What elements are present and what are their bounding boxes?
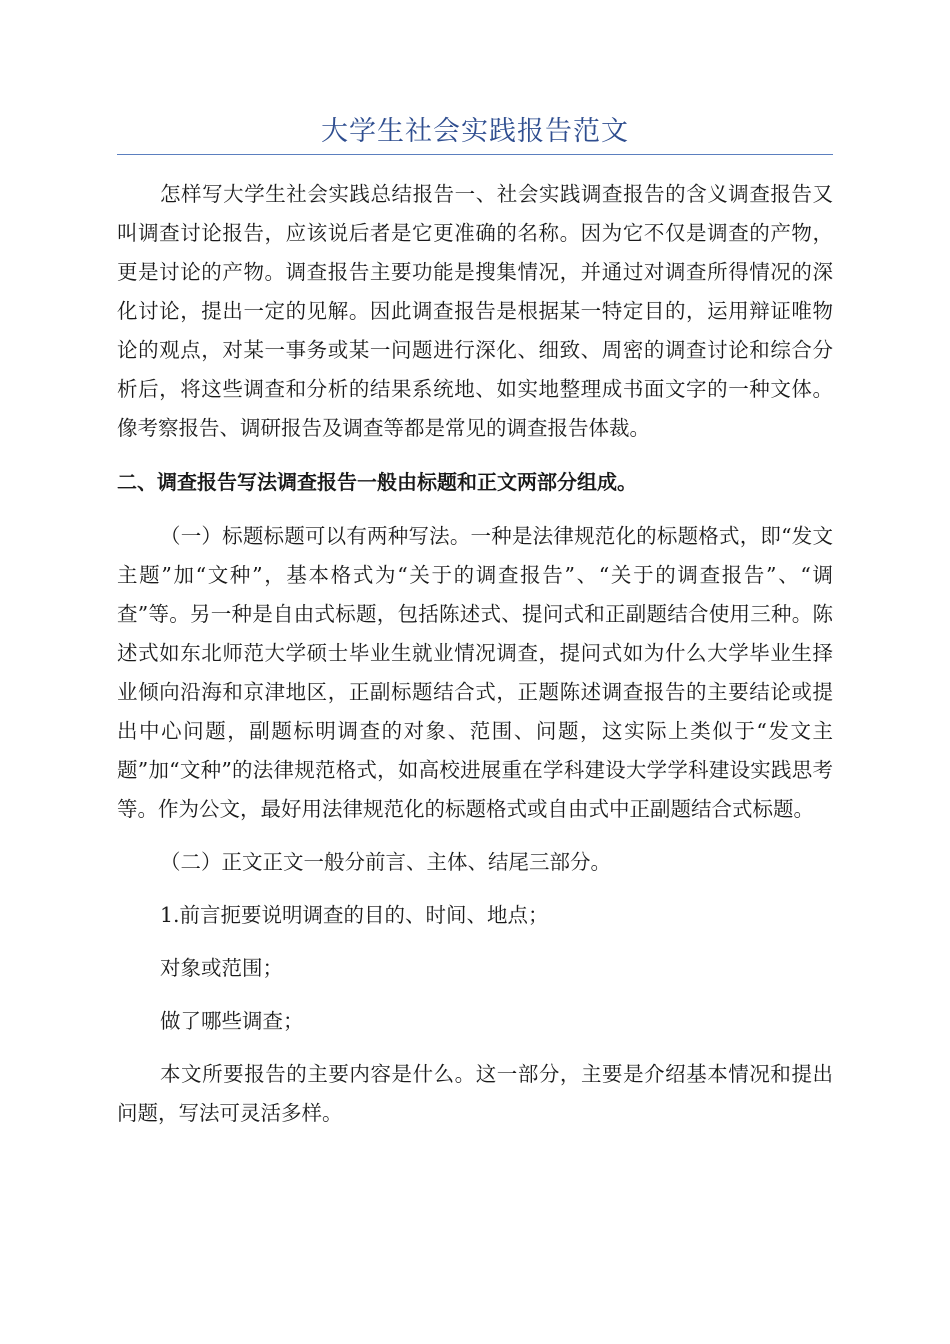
document-body [117,175,833,1133]
paragraph-investigations: 做了哪些调查； [160,1009,304,1033]
section-heading: 二、调查报告写法调查报告一般由标题和正文两部分组成。 [117,470,637,494]
paragraph-title-format: （一）标题标题可以有两种写法。一种是法律规范化的标题格式，即“发文主题”加“文种”，基本格式为“关于的调查报告”、“关于的调查报告”、“调查”等。另一种是自由式标题，包括陈述式、提问式和正副题结合使用三种。陈述式如东北师范大学硕士毕业生就业情况调查，提问式如为什么大学毕业生择业倾向沿海和京津地区，正副标题结合式，正题陈述调查报告的主要结论或提出中心问题，副题标明调查的对象、范围、问题，这实际上类似于“发文主题”加“文种”的法律规范格式，如高校进展重在学科建设大学学科建设实践思考等。作为公文，最好用法律规范化的标题格式或自由式中正副题结合式标题。 [117,524,833,821]
paragraph-intro: 怎样写大学生社会实践总结报告一、社会实践调查报告的含义调查报告又叫调查讨论报告，应该说后者是它更准确的名称。因为它不仅是调查的产物，更是讨论的产物。调查报告主要功能是搜集情况，并通过对调查所得情况的深化讨论，提出一定的见解。因此调查报告是根据某一特定目的，运用辩证唯物论的观点，对某一事务或某一问题进行深化、细致、周密的调查讨论和综合分析后，将这些调查和分析的结果系统地、如实地整理成书面文字的一种文体。像考察报告、调研报告及调查等都是常见的调查报告体裁。 [117,182,833,440]
paragraph-preface: 1.前言扼要说明调查的目的、时间、地点； [160,903,549,927]
title-underline [117,154,833,155]
paragraph-main-content: 本文所要报告的主要内容是什么。这一部分，主要是介绍基本情况和提出问题，写法可灵活多样。 [117,1062,833,1125]
document-title: 大学生社会实践报告范文 [321,116,629,147]
paragraph-body-parts: （二）正文正文一般分前言、主体、结尾三部分。 [160,850,611,874]
paragraph-scope: 对象或范围； [160,956,283,980]
document-page [117,0,833,1344]
